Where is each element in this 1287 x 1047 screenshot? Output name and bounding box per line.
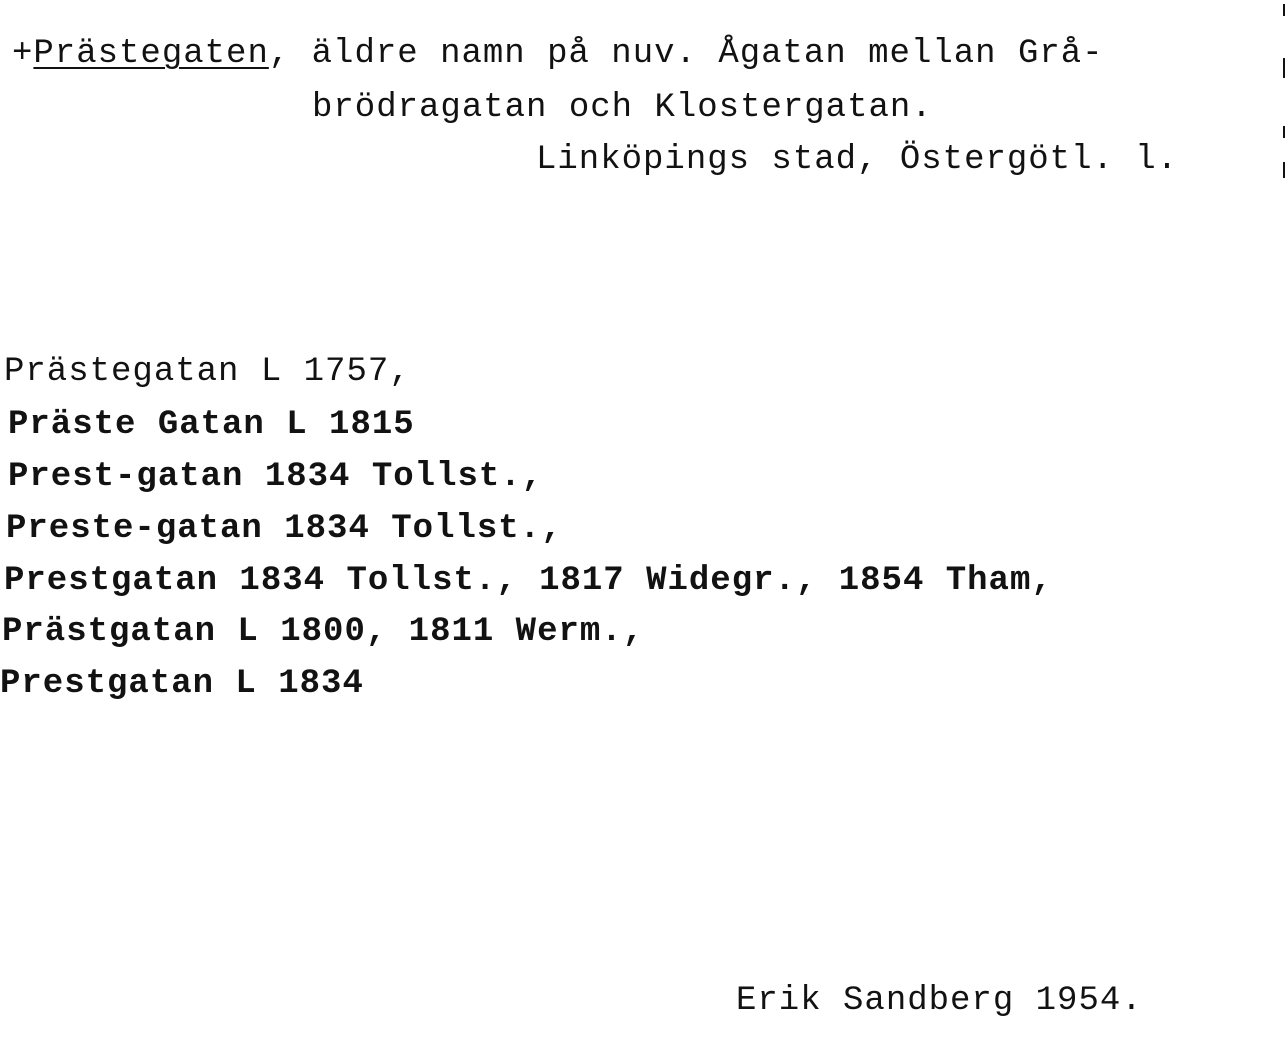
heading-continuation: brödragatan och Klostergatan. <box>312 89 933 127</box>
heading-line <box>12 34 1104 74</box>
edge-mark <box>1283 58 1285 78</box>
edge-mark <box>1283 162 1285 178</box>
attestation-line: Prästgatan L 1800, 1811 Werm., <box>2 613 645 651</box>
edge-mark <box>1283 4 1285 16</box>
attestation-line: Prestgatan L 1834 <box>0 665 364 703</box>
attestation-line: Prestgatan 1834 Tollst., 1817 Widegr., 1854 Tham, <box>4 562 1053 600</box>
edge-mark <box>1283 126 1285 138</box>
headword: Prästegaten <box>33 35 269 73</box>
signature: Erik Sandberg 1954. <box>736 982 1143 1020</box>
location-line: Linköpings stad, Östergötl. l. <box>536 141 1179 179</box>
attestation-line: Preste-gatan 1834 Tollst., <box>6 510 563 548</box>
attestation-line: Prästegatan L 1757, <box>4 353 411 391</box>
attestation-line: Prest-gatan 1834 Tollst., <box>8 458 544 496</box>
attestation-line: Präste Gatan L 1815 <box>8 406 415 444</box>
heading-line1-rest: , äldre namn på nuv. Ågatan mellan Grå- <box>268 35 1104 73</box>
heading-prefix: + <box>12 35 34 73</box>
